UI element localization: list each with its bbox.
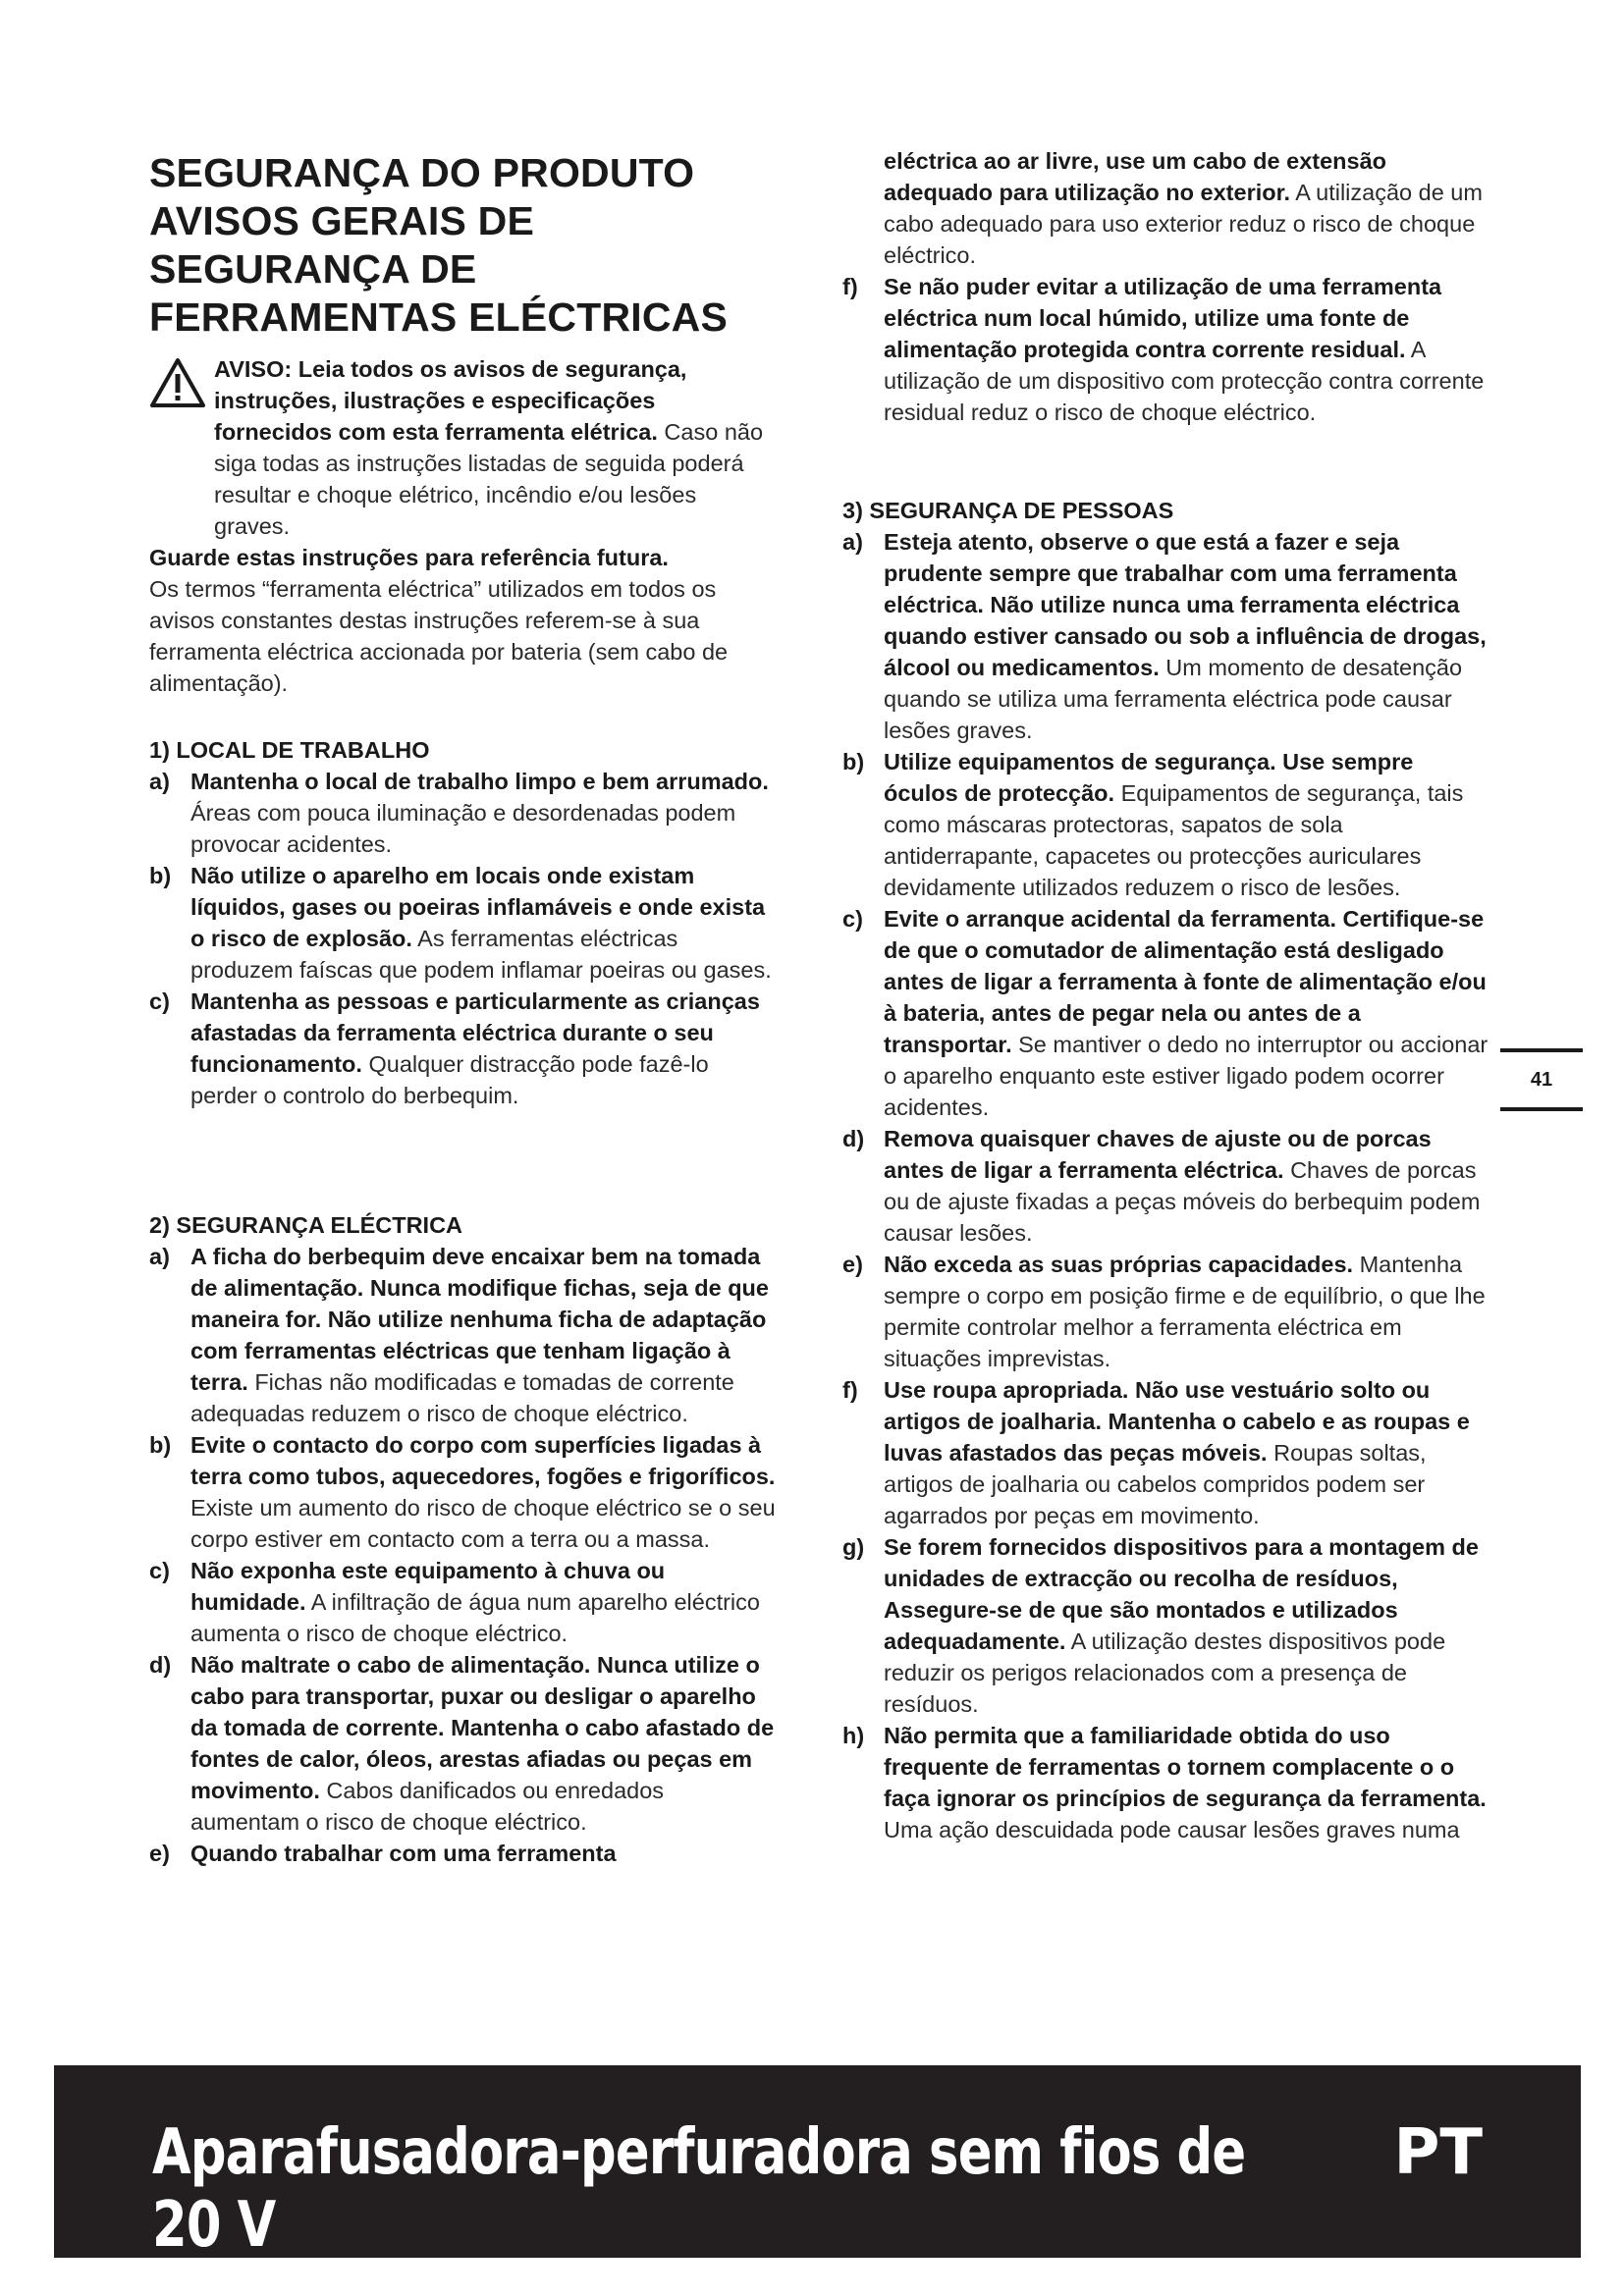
- item-normal: A infiltração de água num aparelho eléctrico aumenta o risco de choque eléctrico.: [190, 1589, 760, 1646]
- item-bold: Mantenha o local de trabalho limpo e bem arrumado.: [190, 769, 769, 794]
- item-mark: a): [149, 1244, 170, 1269]
- terms-paragraph: Os termos “ferramenta eléctrica” utilizados em todos os avisos constantes destas instruções referem-se à sua ferramenta eléctrica accionada por bateria (sem cabo de alimentação).: [149, 576, 729, 696]
- item-bold: Quando trabalhar com uma ferramenta: [190, 1841, 617, 1866]
- item-mark: g): [842, 1534, 865, 1560]
- item-normal: As ferramentas eléctricas produzem faíscas que podem inflamar poeiras ou gases.: [190, 926, 772, 983]
- warning-paragraph: [149, 353, 778, 542]
- list-item: [842, 526, 1490, 746]
- item-mark: d): [149, 1652, 172, 1678]
- list-item: [842, 746, 1490, 903]
- list-item: [842, 1249, 1490, 1374]
- item-bold: Evite o contacto do corpo com superfícies ligadas à terra como tubos, aquecedores, fogões e frigoríficos.: [190, 1432, 776, 1489]
- item-normal: Se mantiver o dedo no interruptor ou accionar o aparelho enquanto este estiver ligado podem ocorrer acidentes.: [884, 1032, 1489, 1120]
- page-title: [149, 149, 797, 342]
- title-line: SEGURANÇA DO PRODUTO: [149, 150, 695, 195]
- item-bold: Não maltrate o cabo de alimentação. Nunca utilize o cabo para transportar, puxar ou desligar o aparelho da tomada de corrente. Mantenha o cabo afastado de fontes de calor, óleos, arestas afiadas ou peças em movimento.: [190, 1652, 775, 1803]
- section-title: 2) SEGURANÇA ELÉCTRICA: [149, 1212, 463, 1238]
- section-title: 1) LOCAL DE TRABALHO: [149, 737, 430, 763]
- item-bold: Se não puder evitar a utilização de uma ferramenta eléctrica num local húmido, utilize uma fonte de alimentação protegida contra corrente residual.: [884, 274, 1442, 362]
- general-warning: [149, 353, 778, 699]
- item-normal: Existe um aumento do risco de choque eléctrico se o seu corpo estiver em contacto com a terra ou a massa.: [190, 1495, 776, 1552]
- warning-normal-text: Caso não siga todas as instruções listadas de seguida poderá resultar e choque elétrico, incêndio e/ou lesões graves.: [214, 419, 764, 539]
- warning-triangle-icon: [149, 357, 206, 408]
- page-number: 41: [1530, 1069, 1553, 1091]
- list-item: [149, 1649, 778, 1838]
- keep-instructions-heading: Guarde estas instruções para referência futura.: [149, 545, 669, 570]
- item-bold: A ficha do berbequim deve encaixar bem na tomada de alimentação. Nunca modifique fichas, seja de que maneira for. Não utilize nenhuma ficha de adaptação com ferramentas eléctricas que tenham ligação à terra.: [190, 1244, 769, 1395]
- list-item: [842, 1720, 1490, 1845]
- item-bold: Não permita que a familiaridade obtida do uso frequente de ferramentas o tornem complacente o o faça ignorar os princípios de segurança da ferramenta.: [884, 1723, 1487, 1811]
- item-mark: b): [149, 863, 172, 888]
- item-mark: h): [842, 1723, 865, 1748]
- list-item: [842, 1374, 1490, 1531]
- title-line: FERRAMENTAS ELÉCTRICAS: [149, 294, 729, 340]
- item-bold: Mantenha as pessoas e particularmente as crianças afastadas da ferramenta eléctrica durante o seu funcionamento.: [190, 988, 760, 1077]
- item-normal: A utilização de um dispositivo com protecção contra corrente residual reduz o risco de choque eléctrico.: [884, 337, 1485, 425]
- item-normal: Equipamentos de segurança, tais como máscaras protectoras, sapatos de sola antiderrapante, capacetes ou protecções auriculares devidamente utilizados reduzem o risco de lesões.: [884, 780, 1464, 900]
- section-title: 3) SEGURANÇA DE PESSOAS: [842, 498, 1174, 523]
- list-item-continued: [842, 145, 1490, 271]
- item-normal: A utilização de um cabo adequado para uso exterior reduz o risco de choque eléctrico.: [884, 180, 1483, 268]
- item-mark: c): [149, 988, 170, 1014]
- item-normal: Chaves de porcas ou de ajuste fixadas a peças móveis do berbequim podem causar lesões.: [884, 1157, 1481, 1246]
- list-item: [842, 1531, 1490, 1720]
- item-normal: Roupas soltas, artigos de joalharia ou cabelos compridos podem ser agarrados por peças em movimento.: [884, 1440, 1427, 1528]
- list-item: [842, 1123, 1490, 1249]
- item-bold: Evite o arranque acidental da ferramenta. Certifique-se de que o comutador de alimentação está desligado antes de ligar a ferramenta à fonte de alimentação e/ou à bateria, antes de pegar nela ou antes de a transportar.: [884, 906, 1487, 1057]
- item-bold: Use roupa apropriada. Não use vestuário solto ou artigos de joalharia. Mantenha o cabelo e as roupas e luvas afastados das peças móveis.: [884, 1377, 1470, 1466]
- list-item: [149, 766, 778, 860]
- item-mark: e): [149, 1841, 170, 1866]
- item-bold: Remova quaisquer chaves de ajuste ou de porcas antes de ligar a ferramenta eléctrica.: [884, 1126, 1432, 1183]
- item-mark: c): [149, 1558, 170, 1583]
- footer-product-title: Aparafusadora-perfuradora sem fios de 20 V: [152, 2116, 1246, 2262]
- item-mark: e): [842, 1252, 863, 1277]
- item-bold: Não exceda as suas próprias capacidades.: [884, 1252, 1354, 1277]
- item-mark: a): [842, 529, 863, 555]
- item-normal: Uma ação descuidada pode causar lesões graves numa: [884, 1817, 1460, 1842]
- warning-bold-text: AVISO: Leia todos os avisos de segurança, instruções, ilustrações e especificações fornecidos com esta ferramenta elétrica.: [214, 356, 687, 445]
- section-personal-safety: [842, 495, 1490, 1845]
- title-line: AVISOS GERAIS DE: [149, 198, 535, 243]
- list-item: [842, 903, 1490, 1123]
- item-bold: Não utilize o aparelho em locais onde existam líquidos, gases ou poeiras inflamáveis e onde exista o risco de explosão.: [190, 863, 766, 951]
- list-item: [842, 271, 1490, 428]
- footer-language-code: PT: [1393, 2116, 1483, 2189]
- item-normal: A utilização destes dispositivos pode reduzir os perigos relacionados com a presença de resíduos.: [884, 1629, 1446, 1717]
- item-bold: Utilize equipamentos de segurança. Use sempre óculos de protecção.: [884, 749, 1414, 806]
- section-electrical-safety: [149, 1209, 778, 1869]
- item-mark: c): [842, 906, 863, 932]
- page-number-marker: [1500, 1048, 1583, 1111]
- item-normal: Um momento de desatenção quando se utiliza uma ferramenta eléctrica pode causar lesões graves.: [884, 655, 1463, 743]
- item-bold: Não exponha este equipamento à chuva ou humidade.: [190, 1558, 666, 1615]
- item-mark: f): [842, 274, 858, 299]
- list-item: [149, 1241, 778, 1429]
- item-normal: Cabos danificados ou enredados aumentam o risco de choque eléctrico.: [190, 1778, 665, 1835]
- item-normal: Mantenha sempre o corpo em posição firme e de equilíbrio, o que lhe permite controlar melhor a ferramenta eléctrica em situações imprevistas.: [884, 1252, 1486, 1371]
- item-bold: eléctrica ao ar livre, use um cabo de extensão adequado para utilização no exterior.: [884, 148, 1387, 205]
- item-bold: Esteja atento, observe o que está a fazer e seja prudente sempre que trabalhar com uma ferramenta eléctrica. Não utilize nunca uma ferramenta eléctrica quando estiver cansado ou sob a influência de drogas, álcool ou medicamentos.: [884, 529, 1487, 680]
- item-mark: d): [842, 1126, 865, 1151]
- section-work-area: [149, 734, 778, 1111]
- divider: [1500, 1107, 1583, 1111]
- list-item: [149, 1429, 778, 1555]
- item-normal: Fichas não modificadas e tomadas de corrente adequadas reduzem o risco de choque eléctrico.: [190, 1369, 734, 1426]
- item-mark: b): [149, 1432, 172, 1458]
- item-normal: Áreas com pouca iluminação e desordenadas podem provocar acidentes.: [190, 800, 736, 857]
- right-column-continuation: [842, 145, 1490, 428]
- footer-banner: [54, 2065, 1581, 2262]
- list-item: [149, 860, 778, 986]
- list-item: [149, 1555, 778, 1649]
- title-line: SEGURANÇA DE: [149, 246, 477, 292]
- item-mark: b): [842, 749, 865, 774]
- item-mark: f): [842, 1377, 858, 1403]
- item-normal: Qualquer distracção pode fazê-lo perder o controlo do berbequim.: [190, 1051, 709, 1108]
- item-mark: a): [149, 769, 170, 794]
- list-item: [149, 1838, 778, 1869]
- item-bold: Se forem fornecidos dispositivos para a montagem de unidades de extracção ou recolha de resíduos, Assegure-se de que são montados e utilizados adequadamente.: [884, 1534, 1479, 1654]
- list-item: [149, 986, 778, 1111]
